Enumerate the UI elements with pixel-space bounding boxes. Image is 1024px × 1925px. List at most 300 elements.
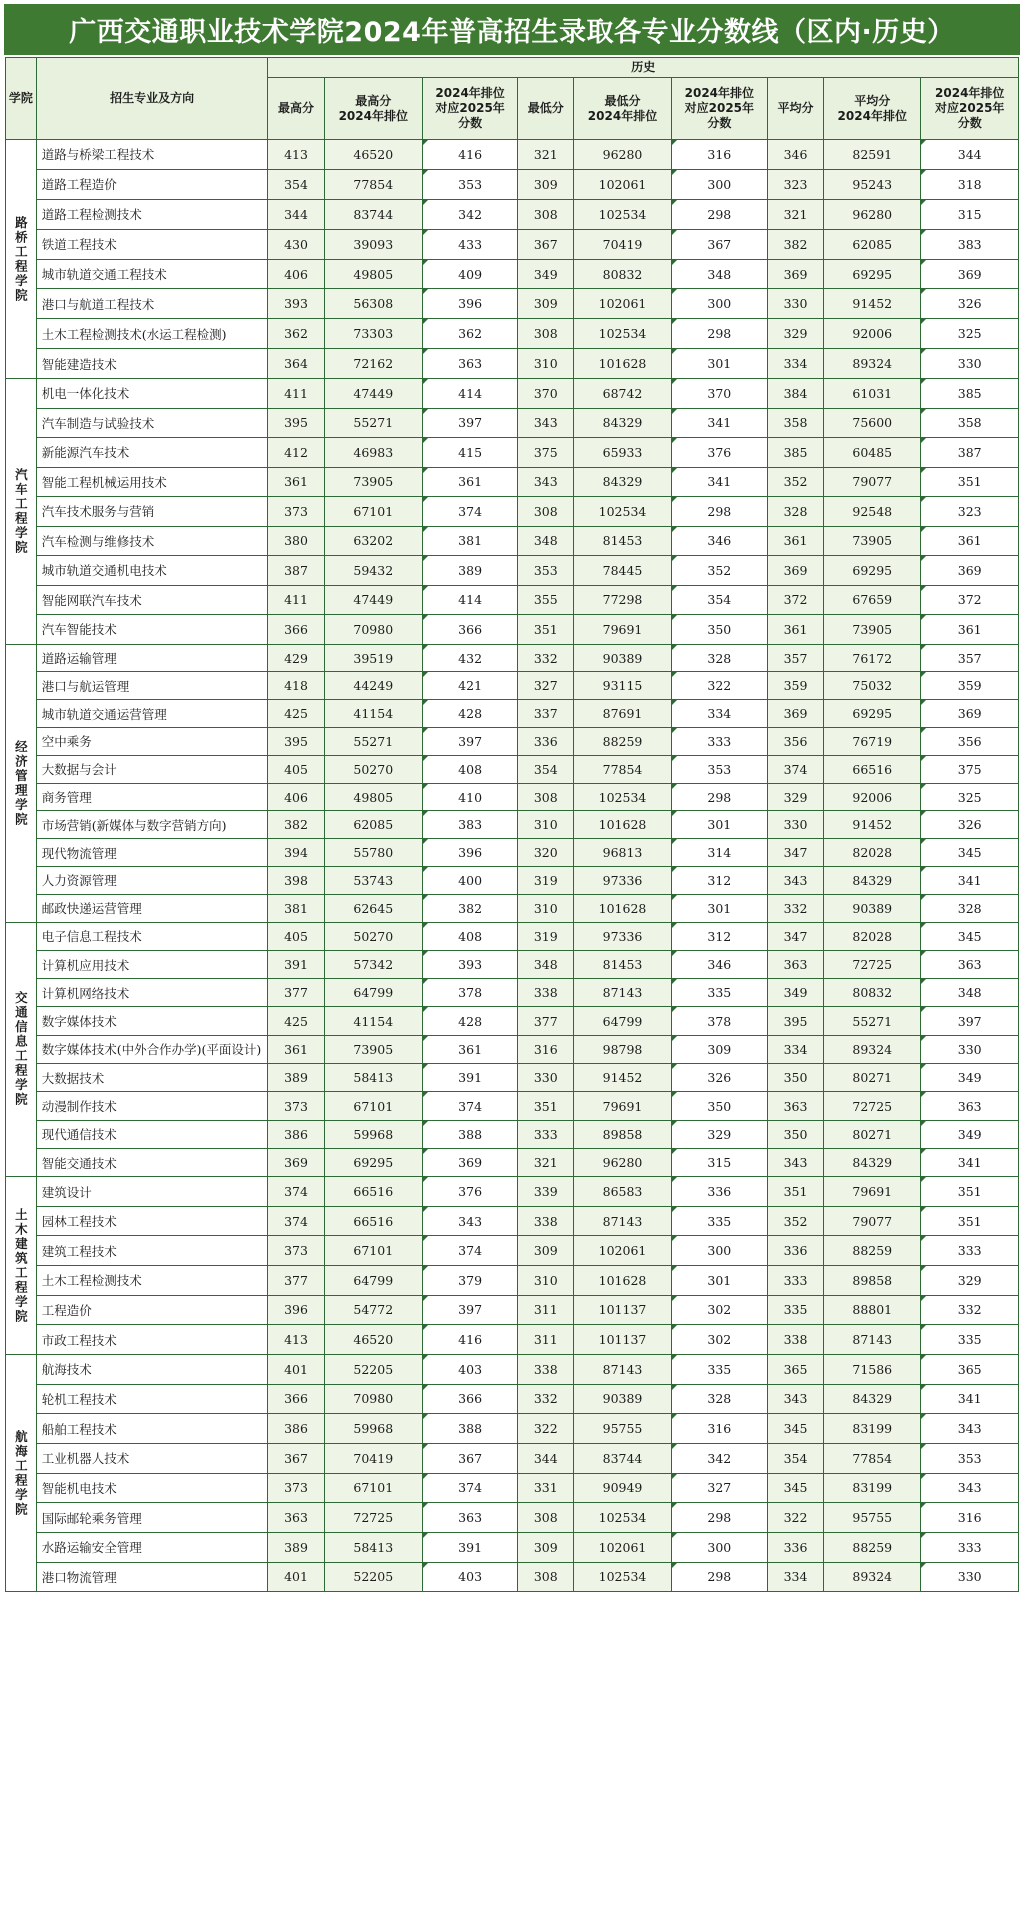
cell-min-score: 319: [518, 867, 574, 895]
cell-min-rank: 102534: [574, 1503, 671, 1533]
cell-max-rank: 64799: [324, 979, 422, 1007]
cell-max-score: 373: [268, 1236, 324, 1266]
cell-avg-score: 338: [767, 1325, 823, 1355]
cell-max-2025: 408: [422, 755, 517, 783]
major-name: 空中乘务: [36, 728, 268, 756]
header-min-rank: 最低分 2024年排位: [574, 78, 671, 140]
major-name: 道路工程造价: [36, 169, 268, 199]
cell-max-score: 430: [268, 229, 324, 259]
cell-min-2025: 312: [671, 867, 767, 895]
cell-max-rank: 39519: [324, 644, 422, 672]
cell-min-score: 370: [518, 379, 574, 409]
cell-min-2025: 300: [671, 1236, 767, 1266]
cell-avg-score: 330: [767, 289, 823, 319]
cell-avg-rank: 95243: [824, 169, 921, 199]
cell-max-score: 413: [268, 140, 324, 170]
cell-max-2025: 428: [422, 700, 517, 728]
cell-min-2025: 298: [671, 199, 767, 229]
cell-avg-2025: 351: [921, 467, 1019, 497]
cell-max-2025: 361: [422, 1035, 517, 1063]
cell-avg-2025: 330: [921, 1035, 1019, 1063]
cell-max-2025: 416: [422, 1325, 517, 1355]
cell-max-2025: 361: [422, 467, 517, 497]
cell-max-2025: 388: [422, 1120, 517, 1148]
cell-max-2025: 366: [422, 1384, 517, 1414]
cell-avg-score: 352: [767, 1206, 823, 1236]
table-row: [6, 229, 1019, 259]
cell-max-score: 401: [268, 1354, 324, 1384]
cell-max-rank: 73905: [324, 467, 422, 497]
cell-avg-rank: 88801: [824, 1295, 921, 1325]
major-name: 城市轨道交通机电技术: [36, 556, 268, 586]
cell-avg-2025: 330: [921, 349, 1019, 379]
major-name: 汽车智能技术: [36, 615, 268, 645]
cell-avg-2025: 326: [921, 289, 1019, 319]
cell-min-2025: 300: [671, 1532, 767, 1562]
table-row: [6, 1384, 1019, 1414]
cell-min-rank: 81453: [574, 950, 671, 978]
major-name: 市政工程技术: [36, 1325, 268, 1355]
cell-max-rank: 67101: [324, 1092, 422, 1120]
cell-max-2025: 396: [422, 289, 517, 319]
major-name: 市场营销(新媒体与数字营销方向): [36, 811, 268, 839]
cell-min-rank: 97336: [574, 867, 671, 895]
cell-max-score: 389: [268, 1532, 324, 1562]
cell-avg-rank: 92548: [824, 497, 921, 527]
cell-avg-2025: 357: [921, 644, 1019, 672]
cell-max-score: 374: [268, 1177, 324, 1207]
cell-avg-rank: 79077: [824, 1206, 921, 1236]
cell-min-rank: 83744: [574, 1443, 671, 1473]
cell-avg-2025: 359: [921, 672, 1019, 700]
major-name: 汽车技术服务与营销: [36, 497, 268, 527]
cell-min-score: 321: [518, 140, 574, 170]
cell-max-2025: 379: [422, 1266, 517, 1296]
cell-max-score: 380: [268, 526, 324, 556]
cell-max-rank: 73905: [324, 1035, 422, 1063]
cell-avg-rank: 69295: [824, 556, 921, 586]
table-row: [6, 1064, 1019, 1092]
cell-avg-2025: 351: [921, 1206, 1019, 1236]
cell-min-score: 310: [518, 1266, 574, 1296]
cell-max-rank: 39093: [324, 229, 422, 259]
cell-max-score: 425: [268, 700, 324, 728]
cell-avg-2025: 353: [921, 1443, 1019, 1473]
cell-avg-2025: 361: [921, 615, 1019, 645]
table-row: [6, 467, 1019, 497]
cell-min-score: 319: [518, 922, 574, 950]
cell-min-score: 351: [518, 1092, 574, 1120]
cell-max-rank: 50270: [324, 922, 422, 950]
cell-avg-2025: 349: [921, 1064, 1019, 1092]
cell-min-score: 348: [518, 526, 574, 556]
cell-min-rank: 96813: [574, 839, 671, 867]
cell-max-2025: 415: [422, 438, 517, 468]
cell-avg-2025: 345: [921, 839, 1019, 867]
cell-max-2025: 374: [422, 497, 517, 527]
cell-min-score: 344: [518, 1443, 574, 1473]
table-row: [6, 979, 1019, 1007]
major-name: 航海技术: [36, 1354, 268, 1384]
major-name: 港口与航运管理: [36, 672, 268, 700]
cell-avg-rank: 89324: [824, 1035, 921, 1063]
cell-min-score: 338: [518, 979, 574, 1007]
cell-avg-score: 336: [767, 1236, 823, 1266]
cell-max-rank: 46520: [324, 140, 422, 170]
cell-max-2025: 421: [422, 672, 517, 700]
cell-min-rank: 101628: [574, 349, 671, 379]
cell-min-2025: 352: [671, 556, 767, 586]
cell-avg-rank: 69295: [824, 700, 921, 728]
cell-max-2025: 353: [422, 169, 517, 199]
cell-avg-2025: 363: [921, 950, 1019, 978]
cell-min-rank: 80832: [574, 259, 671, 289]
cell-max-rank: 70980: [324, 1384, 422, 1414]
cell-min-score: 336: [518, 728, 574, 756]
table-body: [6, 140, 1019, 1592]
cell-min-rank: 102061: [574, 289, 671, 319]
table-row: [6, 169, 1019, 199]
cell-min-2025: 329: [671, 1120, 767, 1148]
cell-avg-rank: 88259: [824, 1236, 921, 1266]
major-name: 汽车检测与维修技术: [36, 526, 268, 556]
cell-max-rank: 52205: [324, 1562, 422, 1592]
cell-avg-score: 382: [767, 229, 823, 259]
cell-min-score: 333: [518, 1120, 574, 1148]
cell-min-2025: 341: [671, 408, 767, 438]
cell-avg-score: 358: [767, 408, 823, 438]
cell-avg-score: 359: [767, 672, 823, 700]
cell-max-rank: 70980: [324, 615, 422, 645]
cell-min-score: 330: [518, 1064, 574, 1092]
cell-max-score: 398: [268, 867, 324, 895]
cell-max-2025: 410: [422, 783, 517, 811]
major-name: 土木工程检测技术(水运工程检测): [36, 319, 268, 349]
cell-max-score: 361: [268, 1035, 324, 1063]
cell-min-rank: 90389: [574, 644, 671, 672]
cell-avg-2025: 372: [921, 585, 1019, 615]
table-row: [6, 1120, 1019, 1148]
cell-avg-rank: 79691: [824, 1177, 921, 1207]
cell-min-rank: 89858: [574, 1120, 671, 1148]
cell-avg-rank: 80271: [824, 1120, 921, 1148]
cell-min-rank: 102534: [574, 199, 671, 229]
cell-avg-rank: 72725: [824, 950, 921, 978]
cell-avg-rank: 82028: [824, 922, 921, 950]
cell-avg-2025: 349: [921, 1120, 1019, 1148]
table-row: [6, 289, 1019, 319]
cell-min-2025: 353: [671, 755, 767, 783]
cell-max-score: 418: [268, 672, 324, 700]
cell-avg-score: 384: [767, 379, 823, 409]
cell-avg-score: 343: [767, 867, 823, 895]
cell-min-score: 308: [518, 1562, 574, 1592]
cell-max-rank: 41154: [324, 1007, 422, 1035]
cell-min-score: 309: [518, 289, 574, 319]
cell-max-score: 367: [268, 1443, 324, 1473]
cell-max-score: 389: [268, 1064, 324, 1092]
cell-avg-score: 356: [767, 728, 823, 756]
table-row: [6, 1532, 1019, 1562]
cell-avg-score: 343: [767, 1384, 823, 1414]
cell-min-score: 310: [518, 894, 574, 922]
cell-min-2025: 316: [671, 140, 767, 170]
cell-avg-rank: 76719: [824, 728, 921, 756]
cell-min-score: 308: [518, 783, 574, 811]
cell-min-2025: 328: [671, 644, 767, 672]
cell-min-2025: 312: [671, 922, 767, 950]
cell-min-2025: 354: [671, 585, 767, 615]
cell-min-rank: 84329: [574, 467, 671, 497]
cell-avg-score: 350: [767, 1120, 823, 1148]
cell-max-score: 395: [268, 728, 324, 756]
cell-avg-rank: 83199: [824, 1414, 921, 1444]
cell-avg-2025: 375: [921, 755, 1019, 783]
cell-avg-2025: 341: [921, 867, 1019, 895]
cell-avg-rank: 84329: [824, 1148, 921, 1176]
cell-avg-rank: 72725: [824, 1092, 921, 1120]
major-name: 智能建造技术: [36, 349, 268, 379]
cell-avg-rank: 84329: [824, 867, 921, 895]
cell-max-2025: 397: [422, 1295, 517, 1325]
cell-max-2025: 343: [422, 1206, 517, 1236]
cell-max-rank: 59432: [324, 556, 422, 586]
major-name: 邮政快递运营管理: [36, 894, 268, 922]
cell-avg-2025: 348: [921, 979, 1019, 1007]
cell-min-score: 309: [518, 1532, 574, 1562]
cell-avg-score: 385: [767, 438, 823, 468]
cell-max-rank: 72725: [324, 1503, 422, 1533]
cell-min-rank: 102534: [574, 497, 671, 527]
cell-min-rank: 102061: [574, 1532, 671, 1562]
table-row: [6, 379, 1019, 409]
major-name: 城市轨道交通工程技术: [36, 259, 268, 289]
cell-avg-rank: 91452: [824, 289, 921, 319]
score-table: [5, 57, 1019, 1592]
cell-max-score: 366: [268, 1384, 324, 1414]
header-college: 学院: [6, 58, 37, 140]
cell-avg-score: 354: [767, 1443, 823, 1473]
cell-min-score: 320: [518, 839, 574, 867]
cell-max-rank: 57342: [324, 950, 422, 978]
major-name: 港口物流管理: [36, 1562, 268, 1592]
header-avg-score: 平均分: [767, 78, 823, 140]
table-row: [6, 1473, 1019, 1503]
cell-avg-2025: 332: [921, 1295, 1019, 1325]
cell-max-score: 406: [268, 783, 324, 811]
cell-avg-2025: 330: [921, 1562, 1019, 1592]
cell-avg-score: 333: [767, 1266, 823, 1296]
cell-avg-rank: 75032: [824, 672, 921, 700]
cell-min-score: 331: [518, 1473, 574, 1503]
cell-min-rank: 64799: [574, 1007, 671, 1035]
table-row: [6, 1325, 1019, 1355]
major-name: 数字媒体技术(中外合作办学)(平面设计): [36, 1035, 268, 1063]
cell-min-rank: 84329: [574, 408, 671, 438]
header-max-rank: 最高分 2024年排位: [324, 78, 422, 140]
major-name: 现代物流管理: [36, 839, 268, 867]
cell-max-rank: 55271: [324, 728, 422, 756]
cell-avg-score: 350: [767, 1064, 823, 1092]
cell-max-score: 412: [268, 438, 324, 468]
cell-avg-score: 347: [767, 839, 823, 867]
major-name: 智能网联汽车技术: [36, 585, 268, 615]
cell-min-2025: 378: [671, 1007, 767, 1035]
table-row: [6, 644, 1019, 672]
major-name: 国际邮轮乘务管理: [36, 1503, 268, 1533]
cell-avg-2025: 341: [921, 1148, 1019, 1176]
cell-max-score: 369: [268, 1148, 324, 1176]
cell-max-score: 373: [268, 1092, 324, 1120]
major-name: 船舶工程技术: [36, 1414, 268, 1444]
cell-avg-rank: 90389: [824, 894, 921, 922]
college-name: 经济管理学院: [6, 644, 37, 922]
cell-max-rank: 53743: [324, 867, 422, 895]
major-name: 道路与桥梁工程技术: [36, 140, 268, 170]
cell-avg-2025: 387: [921, 438, 1019, 468]
cell-max-rank: 58413: [324, 1064, 422, 1092]
cell-min-rank: 96280: [574, 1148, 671, 1176]
header-max-score: 最高分: [268, 78, 324, 140]
college-name: 交通信息工程学院: [6, 922, 37, 1177]
cell-min-rank: 102534: [574, 319, 671, 349]
header-max-2025: 2024年排位 对应2025年 分数: [422, 78, 517, 140]
cell-max-rank: 77854: [324, 169, 422, 199]
table-row: [6, 1562, 1019, 1592]
cell-avg-score: 345: [767, 1414, 823, 1444]
table-row: [6, 1177, 1019, 1207]
cell-max-2025: 374: [422, 1092, 517, 1120]
major-name: 大数据技术: [36, 1064, 268, 1092]
cell-max-score: 401: [268, 1562, 324, 1592]
major-name: 城市轨道交通运营管理: [36, 700, 268, 728]
cell-min-score: 332: [518, 1384, 574, 1414]
cell-avg-score: 372: [767, 585, 823, 615]
cell-max-rank: 49805: [324, 783, 422, 811]
cell-max-score: 405: [268, 755, 324, 783]
cell-max-score: 425: [268, 1007, 324, 1035]
cell-avg-2025: 333: [921, 1532, 1019, 1562]
cell-avg-score: 332: [767, 894, 823, 922]
cell-max-2025: 393: [422, 950, 517, 978]
cell-max-score: 344: [268, 199, 324, 229]
cell-min-score: 310: [518, 811, 574, 839]
cell-avg-2025: 345: [921, 922, 1019, 950]
cell-min-rank: 101628: [574, 811, 671, 839]
cell-min-2025: 333: [671, 728, 767, 756]
cell-avg-rank: 67659: [824, 585, 921, 615]
cell-max-rank: 62085: [324, 811, 422, 839]
table-row: [6, 585, 1019, 615]
cell-avg-rank: 89858: [824, 1266, 921, 1296]
cell-max-2025: 369: [422, 1148, 517, 1176]
cell-max-2025: 400: [422, 867, 517, 895]
cell-avg-2025: 343: [921, 1414, 1019, 1444]
cell-avg-score: 363: [767, 1092, 823, 1120]
cell-max-rank: 46983: [324, 438, 422, 468]
cell-min-2025: 346: [671, 526, 767, 556]
cell-max-rank: 63202: [324, 526, 422, 556]
table-header: [6, 58, 1019, 140]
cell-min-2025: 301: [671, 349, 767, 379]
cell-max-score: 364: [268, 349, 324, 379]
cell-min-rank: 93115: [574, 672, 671, 700]
cell-min-rank: 77298: [574, 585, 671, 615]
header-min-2025: 2024年排位 对应2025年 分数: [671, 78, 767, 140]
table-row: [6, 950, 1019, 978]
cell-min-2025: 346: [671, 950, 767, 978]
cell-min-rank: 101628: [574, 894, 671, 922]
cell-min-2025: 348: [671, 259, 767, 289]
major-name: 汽车制造与试验技术: [36, 408, 268, 438]
cell-max-2025: 367: [422, 1443, 517, 1473]
cell-max-2025: 376: [422, 1177, 517, 1207]
cell-avg-score: 346: [767, 140, 823, 170]
cell-max-score: 382: [268, 811, 324, 839]
cell-max-score: 386: [268, 1414, 324, 1444]
cell-min-score: 351: [518, 615, 574, 645]
cell-avg-score: 369: [767, 700, 823, 728]
cell-min-rank: 87143: [574, 979, 671, 1007]
cell-max-2025: 414: [422, 585, 517, 615]
cell-max-2025: 389: [422, 556, 517, 586]
major-name: 建筑工程技术: [36, 1236, 268, 1266]
cell-min-2025: 302: [671, 1295, 767, 1325]
cell-min-rank: 90389: [574, 1384, 671, 1414]
cell-avg-rank: 89324: [824, 349, 921, 379]
cell-avg-score: 347: [767, 922, 823, 950]
cell-max-2025: 374: [422, 1236, 517, 1266]
cell-max-rank: 73303: [324, 319, 422, 349]
cell-avg-score: 334: [767, 1562, 823, 1592]
table-row: [6, 408, 1019, 438]
cell-avg-rank: 87143: [824, 1325, 921, 1355]
cell-avg-2025: 369: [921, 700, 1019, 728]
cell-min-rank: 91452: [574, 1064, 671, 1092]
cell-min-2025: 300: [671, 289, 767, 319]
cell-min-score: 343: [518, 467, 574, 497]
cell-avg-2025: 383: [921, 229, 1019, 259]
major-name: 大数据与会计: [36, 755, 268, 783]
cell-max-rank: 70419: [324, 1443, 422, 1473]
cell-max-score: 413: [268, 1325, 324, 1355]
major-name: 工程造价: [36, 1295, 268, 1325]
major-name: 智能工程机械运用技术: [36, 467, 268, 497]
cell-min-2025: 336: [671, 1177, 767, 1207]
cell-avg-rank: 84329: [824, 1384, 921, 1414]
cell-min-2025: 309: [671, 1035, 767, 1063]
cell-min-rank: 81453: [574, 526, 671, 556]
cell-avg-score: 336: [767, 1532, 823, 1562]
cell-min-score: 309: [518, 1236, 574, 1266]
cell-min-score: 337: [518, 700, 574, 728]
cell-max-score: 377: [268, 1266, 324, 1296]
table-row: [6, 1236, 1019, 1266]
table-row: [6, 811, 1019, 839]
college-name: 航海工程学院: [6, 1354, 37, 1592]
cell-min-2025: 301: [671, 1266, 767, 1296]
cell-avg-rank: 66516: [824, 755, 921, 783]
page-title: 广西交通职业技术学院2024年普高招生录取各专业分数线（区内·历史）: [4, 4, 1020, 55]
cell-min-score: 343: [518, 408, 574, 438]
cell-min-2025: 350: [671, 1092, 767, 1120]
major-name: 园林工程技术: [36, 1206, 268, 1236]
table-row: [6, 349, 1019, 379]
cell-min-2025: 298: [671, 1562, 767, 1592]
cell-min-2025: 302: [671, 1325, 767, 1355]
cell-avg-rank: 76172: [824, 644, 921, 672]
major-name: 智能机电技术: [36, 1473, 268, 1503]
